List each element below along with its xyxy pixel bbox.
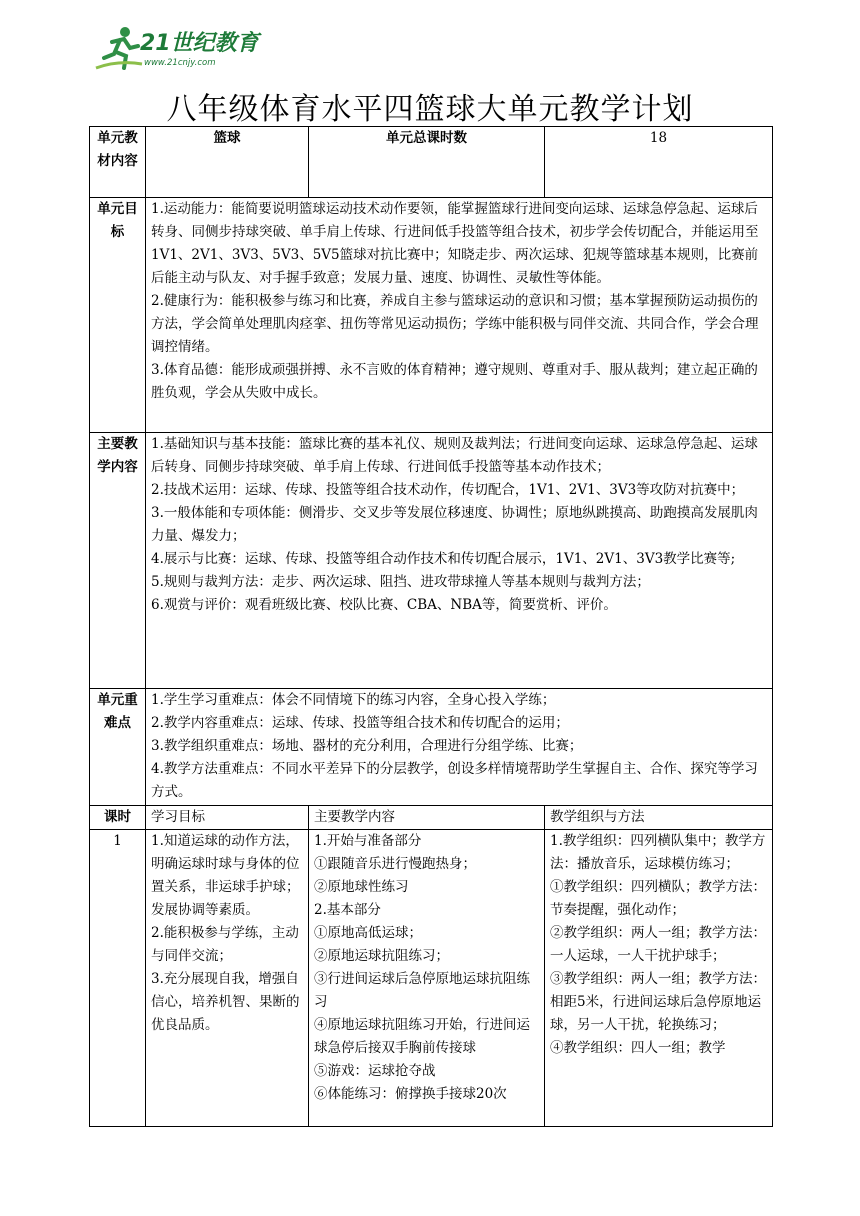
content-label: 主要教学内容	[90, 433, 146, 689]
content-item: 2.基本部分	[314, 902, 381, 918]
goal-paragraph: 2.健康行为：能积极参与练习和比赛，养成自主参与篮球运动的意识和习惯；基本掌握预防运动损伤的方法，学会简单处理肌肉痉挛、扭伤等常见运动损伤；学练中能积极与同伴交流、共同合作，学会合理调控情绪。	[151, 293, 759, 355]
difficulty-label: 单元重难点	[90, 689, 146, 806]
content-paragraph: 2.技战术运用：运球、传球、投篮等组合技术动作，传切配合，1V1、2V1、3V3等攻防对抗赛中；	[151, 482, 745, 498]
row-content	[90, 433, 773, 689]
goals-label: 单元目标	[90, 198, 146, 433]
objective-item: 1.知道运球的动作方法，明确运球时球与身体的位置关系，非运球手护球；发展协调等素质。	[151, 833, 300, 918]
objective-item: 2.能积极参与学练，主动与同伴交流；	[151, 925, 299, 964]
lesson-objectives	[146, 830, 309, 1127]
content-paragraph: 3.一般体能和专项体能：侧滑步、交叉步等发展位移速度、协调性；原地纵跳摸高、助跑摸高发展肌肉力量、爆发力；	[151, 505, 758, 544]
material-content: 篮球	[146, 127, 309, 198]
goals-text	[146, 198, 773, 433]
lesson-header: 课时	[90, 806, 146, 830]
difficulty-paragraph: 4.教学方法重难点：不同水平差异下的分层教学，创设多样情境帮助学生掌握自主、合作、探究等学习方式。	[151, 761, 758, 800]
lesson-content	[309, 830, 545, 1127]
content-item: ④原地运球抗阻练习开始，行进间运球急停后接双手胸前传接球	[314, 1017, 530, 1056]
row-material	[90, 127, 773, 198]
logo	[94, 24, 264, 76]
hours-value: 18	[545, 127, 773, 198]
content-paragraph: 4.展示与比赛：运球、传球、投篮等组合动作技术和传切配合展示，1V1、2V1、3V3教学比赛等;	[151, 551, 736, 567]
lesson-row	[90, 830, 773, 1127]
logo-url: www.21cnjy.com	[144, 58, 216, 68]
content-text	[146, 433, 773, 689]
content-item: ①原地高低运球；	[314, 925, 422, 941]
content-header: 主要教学内容	[309, 806, 545, 830]
content-item: ⑥体能练习：俯撑换手接球20次	[314, 1086, 507, 1102]
logo-brand: 21世纪教育	[140, 31, 259, 56]
content-item: ①跟随音乐进行慢跑热身；	[314, 856, 476, 872]
content-item: 1.开始与准备部分	[314, 833, 422, 849]
lesson-header-row	[90, 806, 773, 830]
method-item: 1.教学组织：四列横队集中；教学方法：播放音乐，运球模仿练习；	[550, 833, 766, 872]
row-goals	[90, 198, 773, 433]
content-paragraph: 1.基础知识与基本技能：篮球比赛的基本礼仪、规则及裁判法；行进间变向运球、运球急停急起、运球后转身、同侧步持球突破、单手肩上传球、行进间低手投篮等基本动作技术；	[151, 436, 758, 475]
content-paragraph: 6.观赏与评价：观看班级比赛、校队比赛、CBA、NBA等，简要赏析、评价。	[151, 597, 617, 613]
lesson-number: 1	[90, 830, 146, 1127]
page-title: 八年级体育水平四篮球大单元教学计划	[166, 92, 694, 127]
content-item: ②原地运球抗阻练习；	[314, 948, 449, 964]
objectives-header: 学习目标	[146, 806, 309, 830]
method-header: 教学组织与方法	[545, 806, 773, 830]
method-item: ①教学组织：四列横队；教学方法：节奏提醒，强化动作；	[550, 879, 766, 918]
row-difficulty	[90, 689, 773, 806]
method-item: ②教学组织：两人一组；教学方法：一人运球，一人干扰护球手；	[550, 925, 766, 964]
objective-item: 3.充分展现自我，增强自信心，培养机智、果断的优良品质。	[151, 971, 300, 1033]
goal-paragraph: 3.体育品德：能形成顽强拼搏、永不言败的体育精神；遵守规则、尊重对手、服从裁判；建立起正确的胜负观，学会从失败中成长。	[151, 362, 758, 401]
content-paragraph: 5.规则与裁判方法：走步、两次运球、阻挡、进攻带球撞人等基本规则与裁判方法；	[151, 574, 650, 590]
method-item: ④教学组织：四人一组；教学	[550, 1040, 726, 1056]
difficulty-paragraph: 3.教学组织重难点：场地、器材的充分利用，合理进行分组学练、比赛；	[151, 738, 583, 754]
plan-table	[89, 126, 773, 1127]
difficulty-paragraph: 1.学生学习重难点：体会不同情境下的练习内容，全身心投入学练；	[151, 692, 556, 708]
lesson-method	[545, 830, 773, 1127]
content-item: ②原地球性练习	[314, 879, 409, 895]
difficulty-text	[146, 689, 773, 806]
method-item: ③教学组织：两人一组；教学方法：相距5米，行进间运球后急停原地运球，另一人干扰，轮换练习；	[550, 971, 766, 1033]
goal-paragraph: 1.运动能力：能简要说明篮球运动技术动作要领，能掌握篮球行进间变向运球、运球急停急起、运球后转身、同侧步持球突破、单手肩上传球、行进间低手投篮等组合技术，初步学会传切配合，并能运用至1V1、2V1、3V3、5V3、5V5篮球对抗比赛中；知晓走步、两次运球、犯规等篮球基本规则，比赛前后能主动与队友、对手握手致意；发展力量、速度、协调性、灵敏性等体能。	[151, 201, 759, 286]
difficulty-paragraph: 2.教学内容重难点：运球、传球、投篮等组合技术和传切配合的运用；	[151, 715, 569, 731]
runner-icon	[94, 24, 144, 72]
content-item: ⑤游戏：运球抢夺战	[314, 1063, 436, 1079]
content-item: ③行进间运球后急停原地运球抗阻练习	[314, 971, 530, 1010]
hours-label: 单元总课时数	[309, 127, 545, 198]
material-label: 单元教材内容	[90, 127, 146, 198]
